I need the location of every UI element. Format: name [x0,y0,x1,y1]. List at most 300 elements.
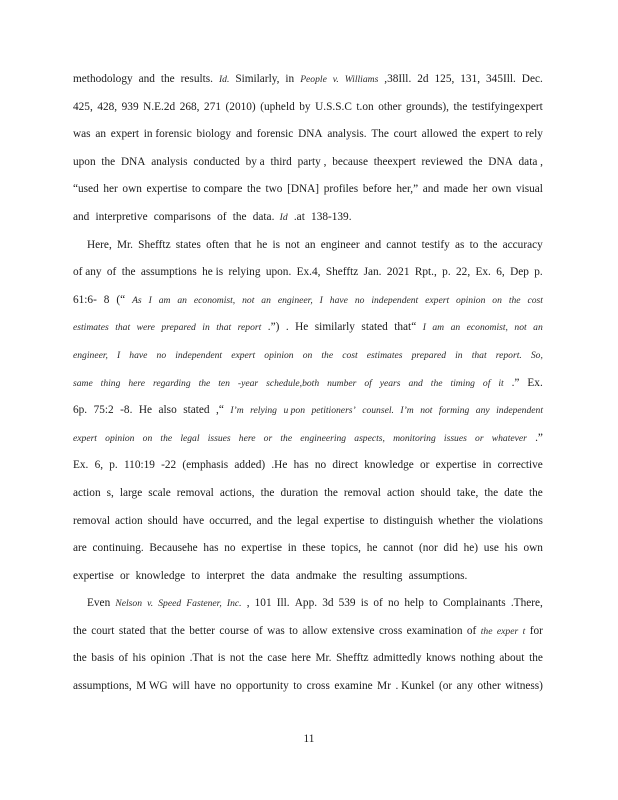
word: and [138,73,155,85]
word: has [203,542,219,555]
word: knowledge [364,459,414,472]
word: [DNA] [287,183,320,196]
word: of [118,652,129,665]
word: 61:6- [73,293,97,306]
word: Fastener, [186,598,222,610]
body-text [73,66,543,701]
text-line [73,452,543,480]
word: grounds), [405,100,449,113]
word: an [95,128,107,141]
word: the [468,155,483,168]
word: action [386,486,415,499]
text-line [73,287,543,315]
word: the [321,349,334,361]
word: .He [271,459,288,472]
word: the [462,128,476,141]
word: relying [228,266,261,279]
word: Ex. [527,376,543,389]
word: assumptions [140,266,197,279]
word: an [261,294,271,306]
word: conducted [193,155,240,168]
word: 8 [103,293,110,306]
word: stated [118,624,146,637]
word: have [182,514,205,527]
text-line [73,94,543,122]
word: any [475,405,490,417]
word: the [250,569,265,582]
word: of [364,377,372,389]
word: visual [515,183,543,196]
word: other [378,100,402,113]
word: 2021 [386,266,410,279]
word: occurred, [209,514,252,527]
word: opinion [150,652,185,665]
word: 6p. [73,404,88,417]
word: Williams [344,74,379,85]
word: I’m [230,405,244,417]
word: the [324,486,338,499]
word: (or [438,680,453,693]
word: Similarly, [235,73,280,85]
word: to [469,238,479,251]
page-number: 11 [303,733,315,745]
word: expertise [241,542,282,555]
word: -22 [161,459,177,472]
word: forensic [256,128,294,141]
word: on [492,294,502,306]
word: cost [342,349,358,361]
word: her [472,183,488,196]
word: 101 [254,597,272,610]
word: interpret [206,569,245,582]
word: estimates [73,322,109,334]
word: on [142,432,153,444]
word: cross [379,624,403,637]
word: removal [73,514,111,527]
word: . Kunkel [395,680,435,693]
word: have [329,294,348,306]
word: by a [245,155,265,168]
word: upon [73,155,96,168]
word: and [408,377,423,389]
word: the [480,625,493,637]
word: as [455,238,465,251]
word: have [129,349,148,361]
word: independent [371,294,419,306]
word: 271 [204,100,221,113]
word: knows [426,652,456,665]
word: of [482,377,491,389]
word: removal [176,486,214,499]
word: that [216,322,232,334]
word: and [235,128,253,141]
text-line [73,397,543,425]
word: duration [280,486,319,499]
word: legal [296,514,319,527]
word: engineer, [277,294,313,306]
word: expert [425,294,450,306]
word: DNA [488,155,513,168]
word: use [483,542,499,555]
word: U.S.S.C [315,100,352,113]
word: in [285,73,295,85]
word: t.on [356,100,374,113]
word: the [198,377,211,389]
word: Inc. [226,598,242,610]
word: p. [109,459,118,472]
text-line [73,563,543,591]
word: that [471,349,487,361]
word: testifyingexpert [471,100,543,113]
word: no [220,680,232,693]
text-line [73,508,543,536]
text-line [73,204,543,232]
text-line [73,66,543,94]
word: am [158,294,171,306]
word: witness) [505,680,543,693]
word: the [101,155,116,168]
word: knowledge [135,569,186,582]
word: not [229,652,245,665]
word: data , [518,155,543,168]
word: of any [73,266,102,279]
word: I [117,349,121,361]
word: action [73,486,101,499]
text-line [73,645,543,673]
word: 75:2 [93,404,114,417]
word: of [217,210,227,223]
word: Nelson [115,598,143,610]
word: should [420,486,451,499]
word: ,38Ill. [384,73,412,85]
word: action [115,514,143,527]
text-line [73,176,543,204]
word: reviewed [421,155,463,168]
word: actions, [219,486,255,499]
word: Ill. [276,597,290,610]
text-line [73,121,543,149]
word: 939 [121,100,139,113]
word: . [285,321,289,334]
word: continuing. [92,542,144,555]
word: similarly [314,321,355,334]
word: prepared [411,349,447,361]
word: no [224,542,236,555]
word: the [248,652,263,665]
word: issues [443,432,467,444]
word: data [270,569,290,582]
word: own [122,183,142,196]
word: petitioners’ [311,405,356,417]
word: timing [450,377,475,389]
word: the [430,377,443,389]
word: (upheld [260,100,295,113]
word: the [121,266,136,279]
word: whatever [491,432,527,444]
word: The [371,128,389,141]
word: 2d [417,73,429,85]
word: to [429,597,438,610]
word: theexpert [373,155,416,168]
word: an [304,238,316,251]
word: direct [332,459,359,472]
text-line [73,425,543,453]
word: examination [406,624,463,637]
word: (2010) [225,100,256,113]
word: I [319,294,323,306]
word: corrective [497,459,543,472]
word: large [119,486,143,499]
word: Shefftz [138,238,171,251]
word: (“ [116,293,126,306]
word: scale [148,486,171,499]
word: legal [180,432,200,444]
word: DNA [120,155,146,168]
word: an [177,294,187,306]
word: thing [100,377,121,389]
word: same [73,377,93,389]
word: violations [498,514,543,527]
word: date [504,486,523,499]
word: and [256,514,273,527]
word: exper [496,625,519,637]
word: -8. [120,404,133,417]
word: the [73,624,87,637]
word: the [160,432,173,444]
word: accuracy [502,238,543,251]
word: .That [189,652,214,665]
word: M WG [136,680,168,693]
text-line [73,673,543,701]
word: or [263,432,273,444]
word: 345Ill. [486,73,516,85]
word: the [528,486,543,499]
word: cannot [386,238,417,251]
word: upon. [265,266,292,279]
word: by [299,100,311,113]
word: relying [250,405,277,417]
word: to rely [513,128,543,141]
word: engineer, [73,349,108,361]
word: resulting [362,569,403,582]
word: report. [495,349,522,361]
word: here [238,432,256,444]
word: the [260,486,275,499]
word: opinion [456,294,486,306]
word: schedule,both [266,377,320,389]
word: not [420,405,433,417]
word: here [128,377,146,389]
word: v. [332,74,339,85]
word: 125, [434,73,455,85]
word: Mr [377,680,391,693]
word: number [327,377,357,389]
word: prepared [161,322,196,334]
word: were [136,322,155,334]
word: it [498,377,504,389]
word: is [272,238,281,251]
word: states [175,238,201,251]
word: independent [496,405,543,417]
word: no [387,597,400,610]
word: no [354,294,365,306]
text-line [73,232,543,260]
word: Id [279,211,288,223]
word: made [443,183,469,196]
word: Becausehe [149,542,198,555]
word: the [171,624,185,637]
word: profiles [323,183,359,196]
word: not [514,322,527,334]
word: added) [234,459,266,472]
word: Ex.4, [296,266,321,279]
word: cannot [383,542,414,555]
word: (nor [418,542,438,555]
word: 6, [94,459,104,472]
word: no [314,459,327,472]
word: to [191,569,201,582]
word: his [132,652,146,665]
word: not [242,294,255,306]
word: years [379,377,401,389]
word: ten [218,377,230,389]
word: should [147,514,178,527]
word: I’m [400,405,414,417]
word: expert [110,128,140,141]
word: He [295,321,309,334]
word: third [270,155,292,168]
word: issues [207,432,231,444]
word: own [491,183,512,196]
word: that“ [394,321,417,334]
word: expertise [435,459,477,472]
word: assumptions. [408,569,468,582]
word: nothing [460,652,495,665]
word: Rpt., [414,266,437,279]
word: am [432,322,445,334]
word: .There, [510,597,543,610]
word: that [115,322,131,334]
word: Ex. [73,459,89,472]
word: to [293,680,303,693]
word: cost [527,294,543,306]
word: engineering [300,432,347,444]
word: DNA [298,128,323,141]
word: 110:19 [123,459,155,472]
word: ,“ [216,404,224,417]
word: People [300,74,327,85]
word: for [529,624,543,637]
word: regarding [152,377,191,389]
word: distinguish [383,514,434,527]
word: testify [421,238,450,251]
word: 428, [97,100,118,113]
word: he) [463,542,479,555]
word: in [287,542,297,555]
word: or [475,432,484,444]
word: better [189,624,215,637]
word: because [332,155,368,168]
word: court [393,128,417,141]
word: and [364,238,382,251]
word: two [265,183,283,196]
word: expertise [146,183,188,196]
word: monitoring [393,432,436,444]
word: So, [530,349,543,361]
word: examine [334,680,373,693]
word: p. [442,266,451,279]
word: t [522,625,526,637]
word: in [482,459,492,472]
word: topics, [331,542,361,555]
word: in [202,322,210,334]
word: the [160,73,175,85]
word: stated [183,404,210,417]
word: any [456,680,473,693]
text-line [73,259,543,287]
word: that [149,624,167,637]
word: Jan. [363,266,382,279]
word: that [234,238,252,251]
word: about [499,652,525,665]
word: s, [106,486,114,499]
word: p. [534,266,543,279]
word: Here, [87,238,112,251]
word: expertise [323,514,365,527]
word: analysis. [327,128,367,141]
word: of [253,624,263,637]
word: Dec. [521,73,543,85]
word: to compare [191,183,243,196]
word: andmake [295,569,337,582]
word: also [158,404,177,417]
word: in [455,349,463,361]
word: and [422,183,440,196]
word: was [267,624,285,637]
word: basis [91,652,115,665]
word: (emphasis [182,459,229,472]
word: economist, [466,322,508,334]
word: take, [456,486,479,499]
text-line [73,370,543,398]
word: own [523,542,543,555]
word: .” [535,431,543,444]
word: He [138,404,153,417]
word: he [256,238,268,251]
word: Dep [510,266,529,279]
word: is [360,597,369,610]
text-line [73,618,543,646]
word: not [285,238,300,251]
word: Id. [218,74,230,85]
word: I [148,294,152,306]
word: comparisons [153,210,211,223]
word: the [232,210,247,223]
word: u pon [283,405,306,417]
word: Shefftz [325,266,359,279]
word: assumptions, [73,680,132,693]
word: the [479,514,494,527]
word: Mr. [116,238,133,251]
word: will [172,680,190,693]
word: interpretive [95,210,148,223]
word: admittedly [373,652,422,665]
word: the [529,652,543,665]
word: an [533,322,543,334]
text-line [73,480,543,508]
word: or [119,569,130,582]
word: analysis [151,155,188,168]
